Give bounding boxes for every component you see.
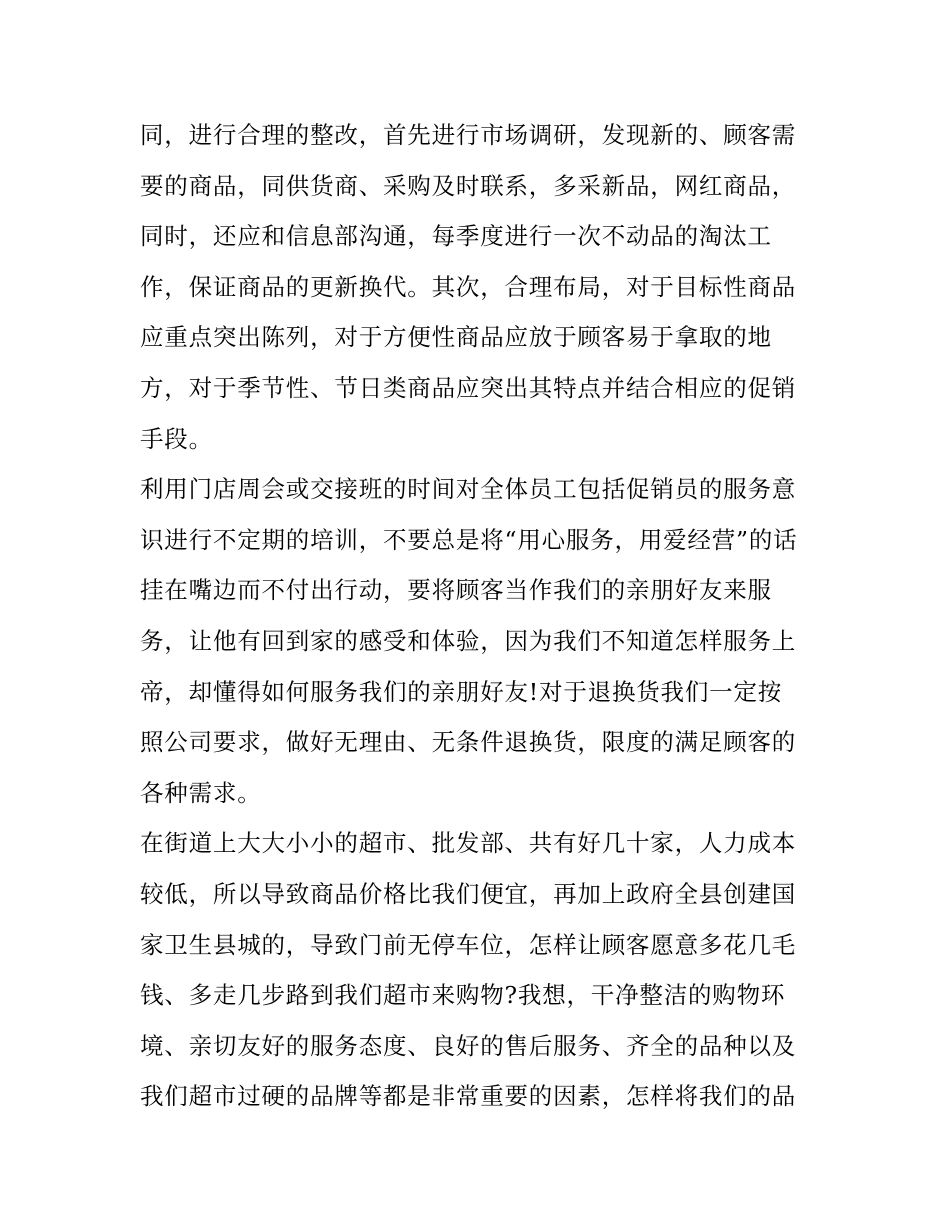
text-line: 各种需求。	[140, 778, 262, 807]
text-line: 同，进行合理的整改，首先进行市场调研，发现新的、顾客需	[140, 121, 797, 149]
text-line: 照公司要求，做好无理由、无条件退换货，限度的满足顾客的	[140, 728, 797, 757]
text-line: 作，保证商品的更新换代。其次，合理布局，对于目标性商品	[140, 272, 797, 301]
text-line: 境、亲切友好的服务态度、良好的售后服务、齐全的品种以及	[140, 1031, 797, 1060]
body-text	[140, 110, 820, 1122]
text-line: 利用门店周会或交接班的时间对全体员工包括促销员的服务意	[140, 475, 797, 504]
text-line: 方，对于季节性、节日类商品应突出其特点并结合相应的促销	[140, 373, 797, 402]
text-line: 务，让他有回到家的感受和体验，因为我们不知道怎样服务上	[140, 626, 797, 655]
text-line: 钱、多走几步路到我们超市来购物?我想，干净整洁的购物环	[140, 981, 786, 1010]
text-line: 要的商品，同供货商、采购及时联系，多采新品，网红商品，	[140, 171, 797, 200]
text-line: 家卫生县城的，导致门前无停车位，怎样让顾客愿意多花几毛	[140, 930, 797, 959]
text-line: 在街道上大大小小的超市、批发部、共有好几十家，人力成本	[140, 829, 797, 858]
text-line: 同时，还应和信息部沟通，每季度进行一次不动品的淘汰工	[140, 222, 772, 251]
text-line: 帝，却懂得如何服务我们的亲朋好友!对于退换货我们一定按	[140, 677, 783, 706]
text-line: 应重点突出陈列，对于方便性商品应放于顾客易于拿取的地	[140, 323, 772, 352]
text-line: 较低，所以导致商品价格比我们便宜，再加上政府全县创建国	[140, 879, 797, 908]
text-line: 手段。	[140, 424, 213, 453]
text-line: 挂在嘴边而不付出行动，要将顾客当作我们的亲朋好友来服	[140, 576, 772, 605]
text-line: 我们超市过硬的品牌等都是非常重要的因素，怎样将我们的品	[140, 1082, 797, 1111]
text-line: 识进行不定期的培训，不要总是将“用心服务，用爱经营”的话	[140, 525, 798, 554]
